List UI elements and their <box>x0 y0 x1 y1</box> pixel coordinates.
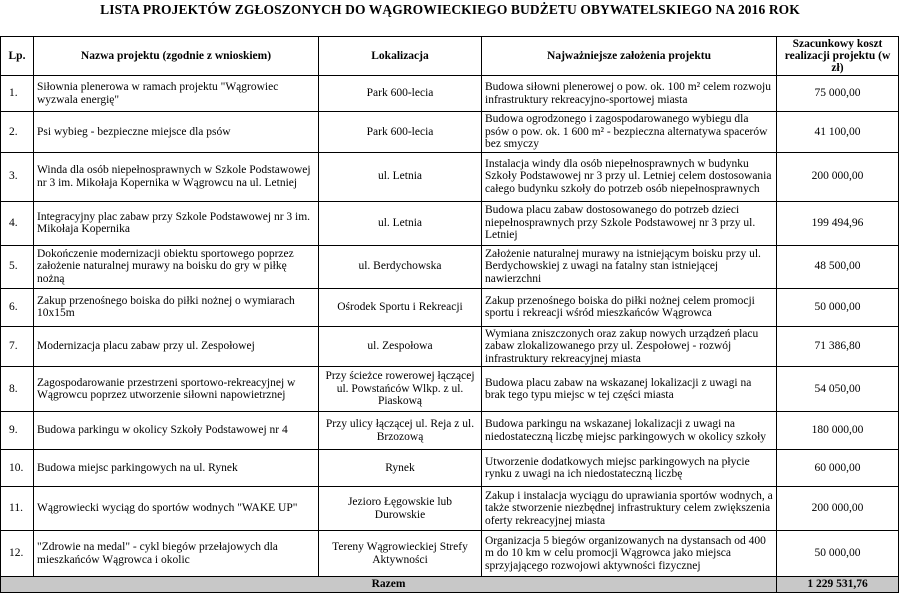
row-location: ul. Letnia <box>319 201 482 245</box>
header-description: Najważniejsze założenia projektu <box>482 37 777 76</box>
row-location: Przy ulicy łączącej ul. Reja z ul. Brzozową <box>319 412 482 450</box>
table-row <box>1 326 899 367</box>
row-cost: 200 000,00 <box>777 152 899 201</box>
total-label: Razem <box>1 577 777 593</box>
row-name: Siłownia plenerowa w ramach projektu "Wągrowiec wyzwala energię" <box>34 76 319 112</box>
row-name: Zagospodarowanie przestrzeni sportowo-rekreacyjnej w Wągrowcu poprzez utworzenie siłowni napowietrznej <box>34 367 319 412</box>
row-name: Integracyjny plac zabaw przy Szkole Podstawowej nr 3 im. Mikołaja Kopernika <box>34 201 319 245</box>
row-description: Budowa siłowni plenerowej o pow. ok. 100 m² celem rozwoju infrastruktury rekreacyjno-sportowej miasta <box>482 76 777 112</box>
table-row <box>1 201 899 245</box>
document-title: LISTA PROJEKTÓW ZGŁOSZONYCH DO WĄGROWIECKIEGO BUDŻETU OBYWATELSKIEGO NA 2016 ROK <box>100 2 800 17</box>
table-row <box>1 245 899 288</box>
row-description: Instalacja windy dla osób niepełnosprawnych w budynku Szkoły Podstawowej nr 3 przy ul. Letniej celem dostosowania całego budynku szkoły do potrzeb osób niepełnosprawnych <box>482 152 777 201</box>
header-name: Nazwa projektu (zgodnie z wnioskiem) <box>34 37 319 76</box>
row-cost: 180 000,00 <box>777 412 899 450</box>
row-lp: 10. <box>1 450 34 487</box>
header-lp: Lp. <box>1 37 34 76</box>
table-body <box>1 76 899 577</box>
row-cost: 41 100,00 <box>777 112 899 153</box>
row-lp: 6. <box>1 288 34 326</box>
row-description: Organizacja 5 biegów organizowanych na dystansach od 400 m do 10 km w celu promocji Wągrowca jako miejsca sprzyjającego rozwojowi aktywności fizycznej <box>482 531 777 577</box>
row-cost: 75 000,00 <box>777 76 899 112</box>
row-description: Założenie naturalnej murawy na istniejącym boisku przy ul. Berdychowskiej z uwagi na fatalny stan istniejącej nawierzchni <box>482 245 777 288</box>
row-cost: 200 000,00 <box>777 487 899 531</box>
total-row <box>1 577 899 593</box>
total-value: 1 229 531,76 <box>777 577 899 593</box>
row-name: Modernizacja placu zabaw przy ul. Zespołowej <box>34 326 319 367</box>
row-location: Park 600-lecia <box>319 76 482 112</box>
row-description: Utworzenie dodatkowych miejsc parkingowych na płycie rynku z uwagi na ich niedostateczną liczbę <box>482 450 777 487</box>
row-lp: 7. <box>1 326 34 367</box>
row-location: ul. Zespołowa <box>319 326 482 367</box>
row-name: Budowa miejsc parkingowych na ul. Rynek <box>34 450 319 487</box>
row-cost: 50 000,00 <box>777 531 899 577</box>
table-row <box>1 112 899 153</box>
row-location: Rynek <box>319 450 482 487</box>
row-location: ul. Berdychowska <box>319 245 482 288</box>
table-row <box>1 531 899 577</box>
row-lp: 11. <box>1 487 34 531</box>
table-header-row <box>1 37 899 76</box>
table-row <box>1 152 899 201</box>
row-name: Dokończenie modernizacji obiektu sportowego poprzez założenie naturalnej murawy na boisku do gry w piłkę nożną <box>34 245 319 288</box>
row-lp: 9. <box>1 412 34 450</box>
row-location: Ośrodek Sportu i Rekreacji <box>319 288 482 326</box>
row-location: Tereny Wągrowieckiej Strefy Aktywności <box>319 531 482 577</box>
row-lp: 2. <box>1 112 34 153</box>
row-location: Przy ścieżce rowerowej łączącej ul. Powstańców Wlkp. z ul. Piaskową <box>319 367 482 412</box>
row-lp: 5. <box>1 245 34 288</box>
row-cost: 50 000,00 <box>777 288 899 326</box>
row-cost: 48 500,00 <box>777 245 899 288</box>
row-location: ul. Letnia <box>319 152 482 201</box>
row-name: Budowa parkingu w okolicy Szkoły Podstawowej nr 4 <box>34 412 319 450</box>
row-cost: 199 494,96 <box>777 201 899 245</box>
header-location: Lokalizacja <box>319 37 482 76</box>
table-row <box>1 76 899 112</box>
row-lp: 4. <box>1 201 34 245</box>
row-name: Psi wybieg - bezpieczne miejsce dla psów <box>34 112 319 153</box>
row-lp: 12. <box>1 531 34 577</box>
row-lp: 8. <box>1 367 34 412</box>
header-cost: Szacunkowy koszt realizacji projektu (w zł) <box>777 37 899 76</box>
row-cost: 54 050,00 <box>777 367 899 412</box>
table-row <box>1 367 899 412</box>
row-cost: 60 000,00 <box>777 450 899 487</box>
row-name: "Zdrowie na medal" - cykl biegów przełajowych dla mieszkańców Wągrowca i okolic <box>34 531 319 577</box>
row-cost: 71 386,80 <box>777 326 899 367</box>
row-lp: 3. <box>1 152 34 201</box>
row-description: Budowa parkingu na wskazanej lokalizacji z uwagi na niedostateczną liczbę miejsc parkingowych w okolicy szkoły <box>482 412 777 450</box>
row-lp: 1. <box>1 76 34 112</box>
projects-table <box>0 36 899 593</box>
row-description: Budowa ogrodzonego i zagospodarowanego wybiegu dla psów o pow. ok. 1 600 m² - bezpieczna alternatywa spacerów bez smyczy <box>482 112 777 153</box>
table-row <box>1 487 899 531</box>
table-row <box>1 412 899 450</box>
row-description: Budowa placu zabaw na wskazanej lokalizacji z uwagi na brak tego typu miejsc w tej części miasta <box>482 367 777 412</box>
row-name: Wągrowiecki wyciąg do sportów wodnych "WAKE UP" <box>34 487 319 531</box>
row-description: Budowa placu zabaw dostosowanego do potrzeb dzieci niepełnosprawnych przy Szkole Podstawowej nr 3 przy ul. Letniej <box>482 201 777 245</box>
table-row <box>1 288 899 326</box>
row-location: Park 600-lecia <box>319 112 482 153</box>
row-name: Winda dla osób niepełnosprawnych w Szkole Podstawowej nr 3 im. Mikołaja Kopernika w Wągrowcu na ul. Letniej <box>34 152 319 201</box>
table-row <box>1 450 899 487</box>
row-description: Wymiana zniszczonych oraz zakup nowych urządzeń placu zabaw zlokalizowanego przy ul. Zespołowej - rozwój infrastruktury rekreacyjnej miasta <box>482 326 777 367</box>
row-description: Zakup przenośnego boiska do piłki nożnej celem promocji sportu i rekreacji wśród mieszkańców Wągrowca <box>482 288 777 326</box>
row-location: Jezioro Łęgowskie lub Durowskie <box>319 487 482 531</box>
row-description: Zakup i instalacja wyciągu do uprawiania sportów wodnych, a także stworzenie niezbędnej infrastruktury celem zwiększenia oferty rekreacyjnej miasta <box>482 487 777 531</box>
row-name: Zakup przenośnego boiska do piłki nożnej o wymiarach 10x15m <box>34 288 319 326</box>
